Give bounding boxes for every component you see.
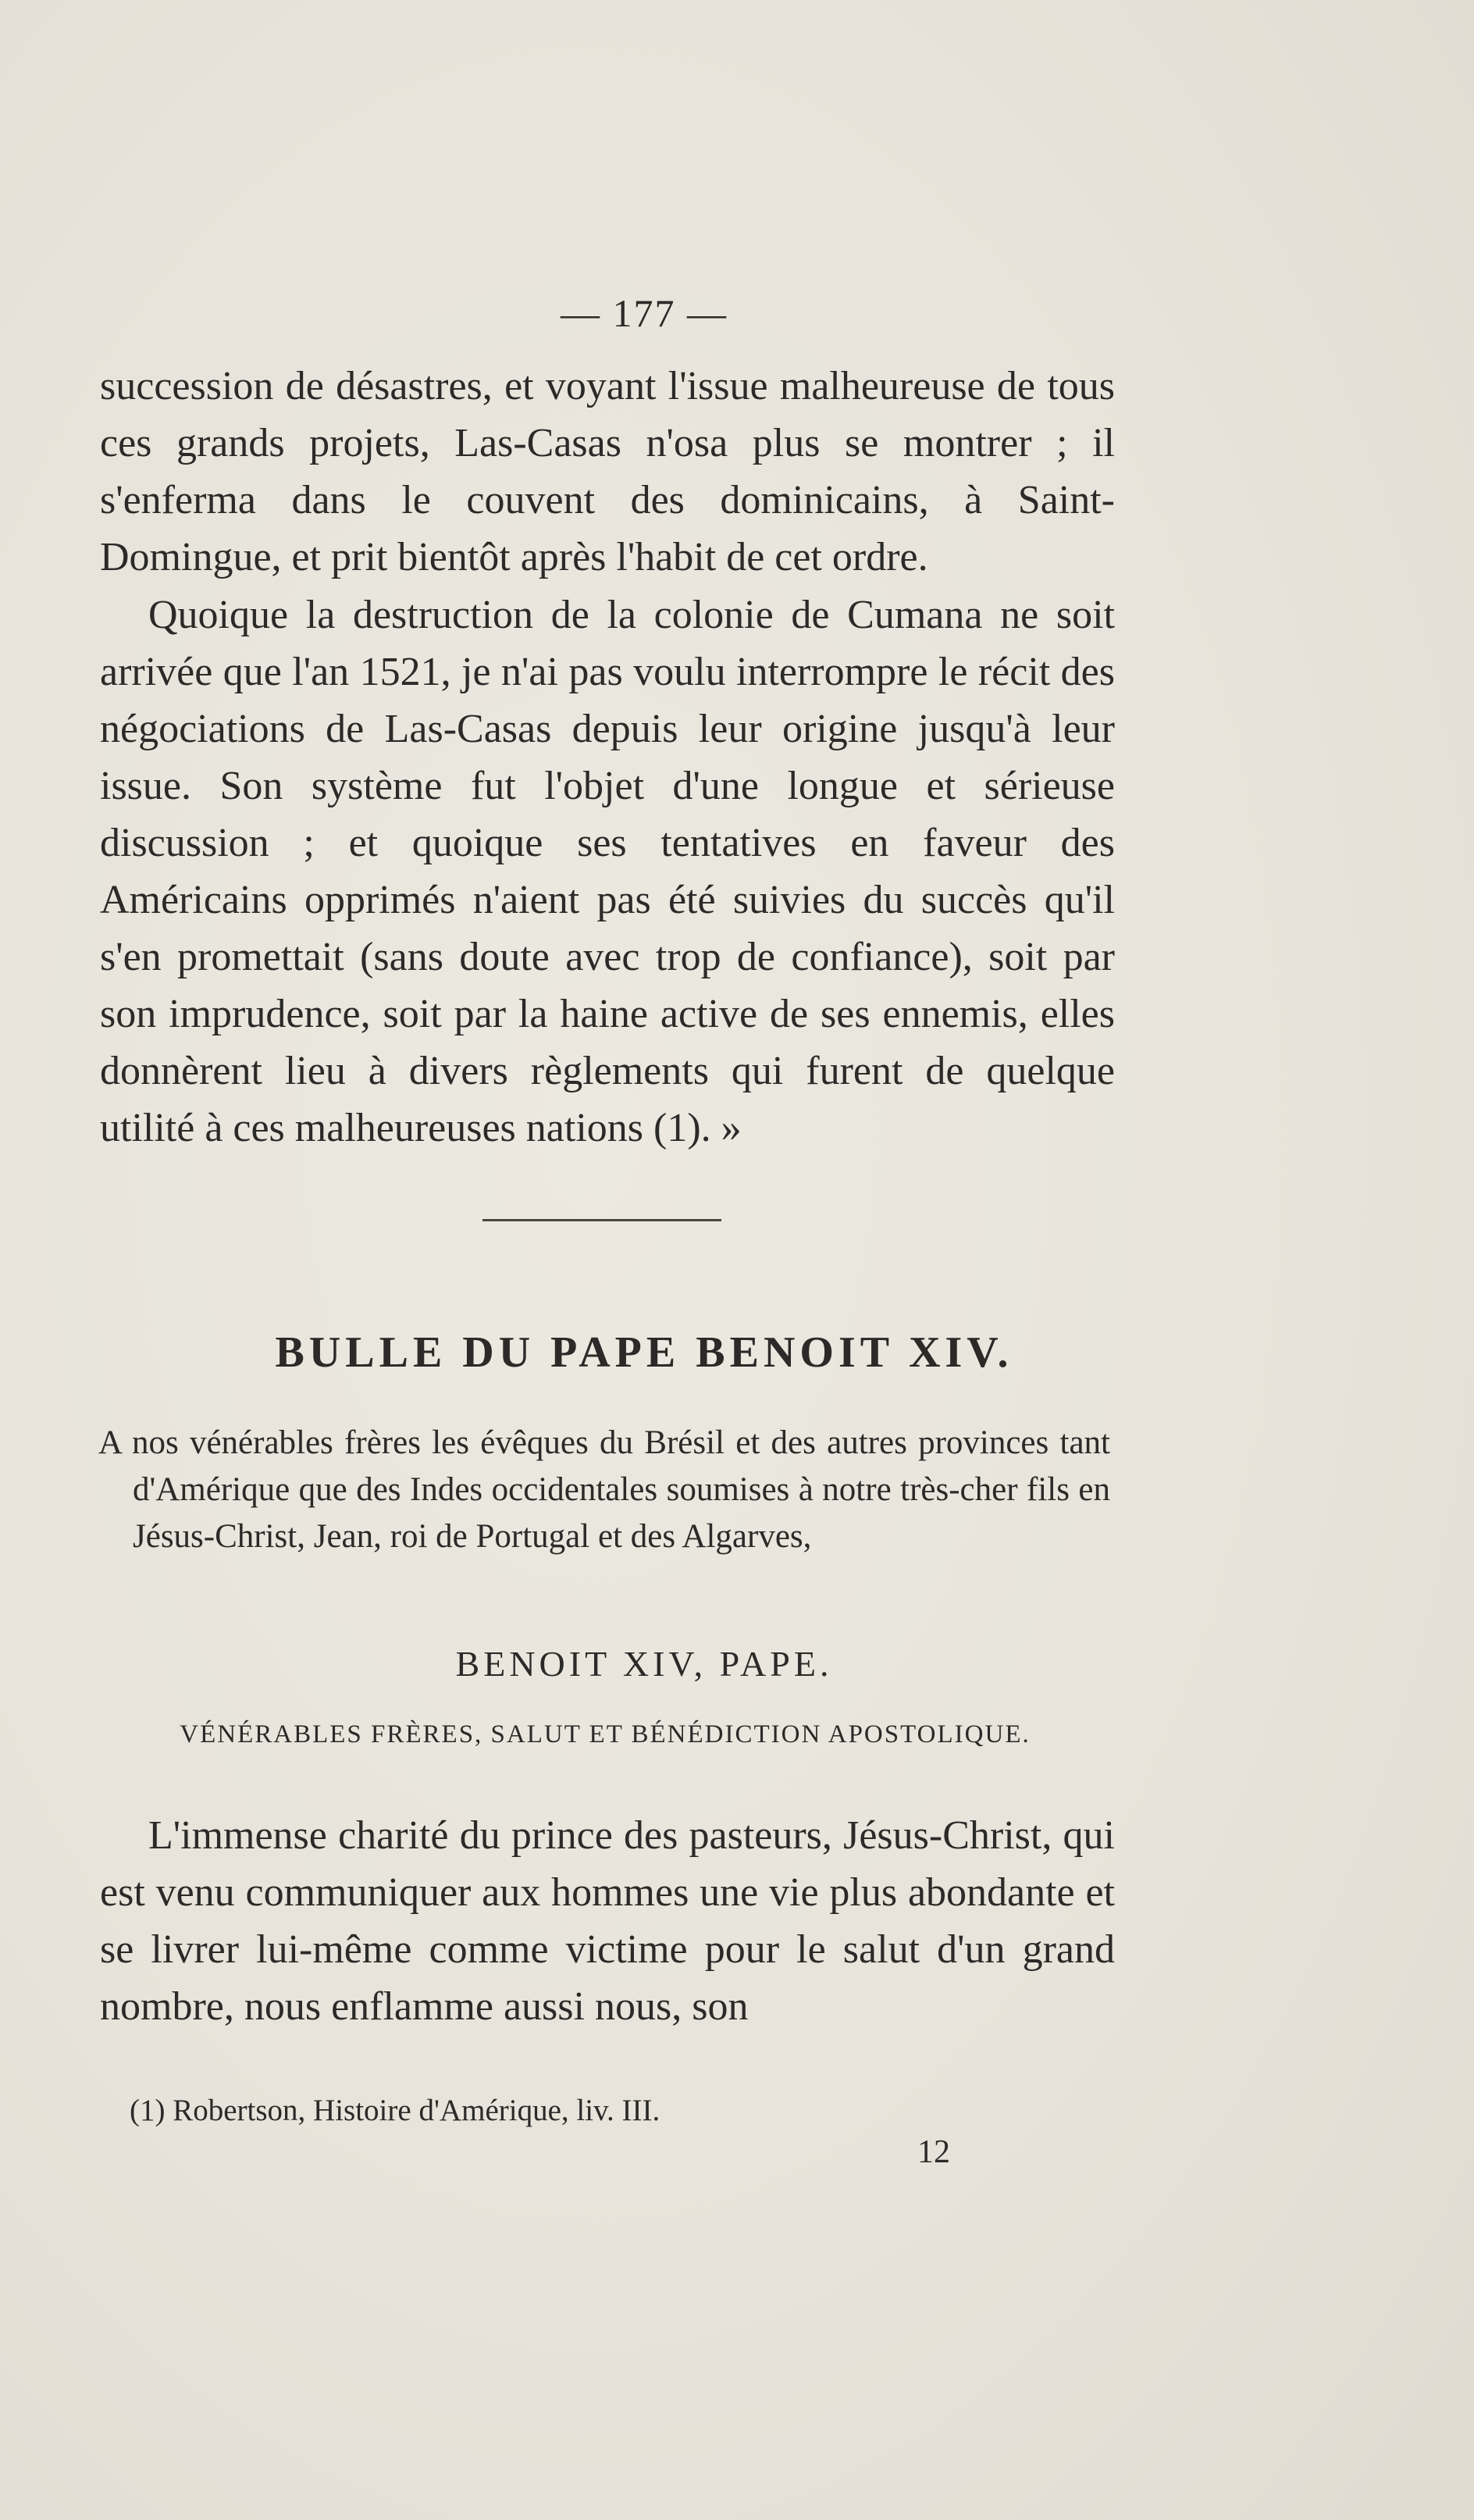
paragraph-text: Quoique la destruction de la colonie de Cumana ne soit arrivée que l'an 1521, je n'ai pas voulu interrompre le récit des négociations de Las-Casas depuis leur origine jusqu'à leur issue. Son système fut l'objet d'une longue et sérieuse discussion ; et quoique ses tentatives en faveur des Américains opprimés n'aient pas été suivies du succès qu'il s'en promettait (sans doute avec trop de confiance), soit par son imprudence, soit par la haine active de ses ennemis, elles donnèrent lieu à divers règlements qui furent de quelque utilité à ces malheureuses nations (1). » <box>100 593 1115 1150</box>
paragraph-text: succession de désastres, et voyant l'issue malheureuse de tous ces grands projets, Las-Casas n'osa plus se montrer ; il s'enferma dans le couvent des dominicains, à Saint-Domingue, et prit bientôt après l'habit de cet ordre. <box>100 364 1115 579</box>
body-paragraph-continuation <box>100 358 1115 586</box>
body-paragraph-quoique <box>100 586 1115 1157</box>
section-separator-rule <box>482 1219 721 1221</box>
signature-mark: 12 <box>917 2134 950 2170</box>
bull-salutation: VÉNÉRABLES FRÈRES, SALUT ET BÉNÉDICTION APOSTOLIQUE. <box>180 1720 1031 1748</box>
bull-sender: BENOIT XIV, PAPE. <box>455 1644 833 1684</box>
footnote: (1) Robertson, Histoire d'Amérique, liv. III. <box>130 2094 660 2127</box>
bull-address: A nos vénérables frères les évêques du Brésil et des autres provinces tant d'Amérique que des Indes occidentales soumises à notre très-cher fils en Jésus-Christ, Jean, roi de Portugal et des Algarves, <box>98 1424 1110 1555</box>
bull-title: BULLE DU PAPE BENOIT XIV. <box>275 1328 1013 1377</box>
bull-paragraph-immense <box>100 1807 1115 2035</box>
page-number: — 177 — <box>561 291 728 335</box>
paragraph-text: L'immense charité du prince des pasteurs, Jésus-Christ, qui est venu communiquer aux hommes une vie plus abondante et se livrer lui-même comme victime pour le salut d'un grand nombre, nous enflamme aussi nous, son <box>100 1813 1115 2029</box>
